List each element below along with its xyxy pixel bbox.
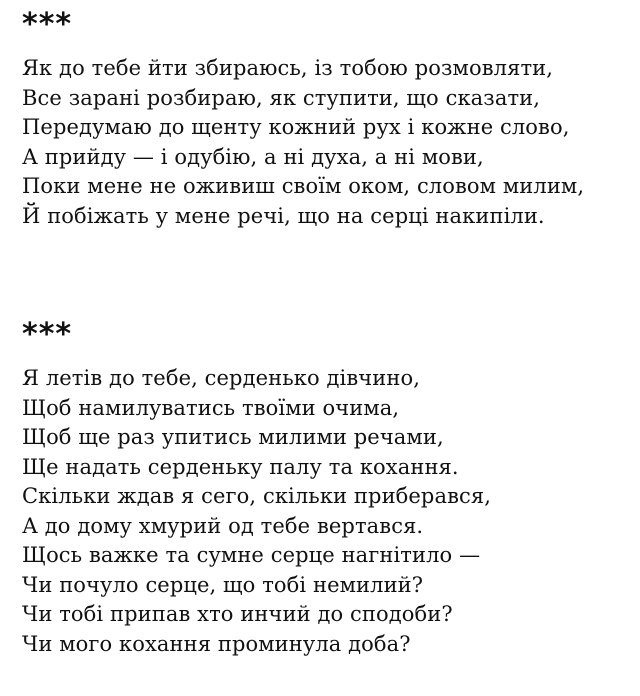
poem-line: Щоб ще раз упитись милими речами, bbox=[22, 425, 444, 449]
poem-line: Щось важке та сумне серце нагнітило — bbox=[22, 543, 481, 567]
poem-line: Й побіжать у мене речі, що на серці накипіли. bbox=[22, 203, 545, 228]
poem-line: Чи тобі припав хто инчий до сподоби? bbox=[22, 602, 453, 626]
poem-line: Все зарані розбираю, як ступити, що сказати, bbox=[22, 85, 541, 110]
poem-1 bbox=[22, 7, 585, 231]
poem-separator: *** bbox=[22, 317, 73, 352]
poem-stanza bbox=[22, 364, 491, 659]
poem-line: Я летів до тебе, серденько дівчино, bbox=[22, 366, 420, 390]
poem-line: А прийду — і одубію, а ні духа, а ні мови, bbox=[22, 144, 484, 169]
poem-line: Скільки ждав я сего, скільки приберався, bbox=[22, 484, 492, 508]
poem-line: Передумаю до щенту кожний рух і кожне слово, bbox=[22, 115, 570, 139]
poem-line: Щоб намилуватись твоїми очима, bbox=[22, 395, 400, 420]
poem-separator: *** bbox=[22, 7, 73, 42]
poem-stanza bbox=[22, 54, 584, 231]
poem-2 bbox=[22, 317, 492, 659]
poem-line: Як до тебе йти збираюсь, із тобою розмовляти, bbox=[22, 56, 554, 80]
poem-line: А до дому хмурий од тебе вертався. bbox=[22, 513, 424, 538]
poem-line: Ще надать серденьку палу та кохання. bbox=[22, 454, 459, 479]
poem-line: Чи мого кохання проминула доба? bbox=[22, 631, 411, 656]
poem-line: Поки мене не оживиш своїм оком, словом милим, bbox=[22, 174, 585, 198]
poem-line: Чи почуло серце, що тобі немилий? bbox=[22, 572, 424, 597]
